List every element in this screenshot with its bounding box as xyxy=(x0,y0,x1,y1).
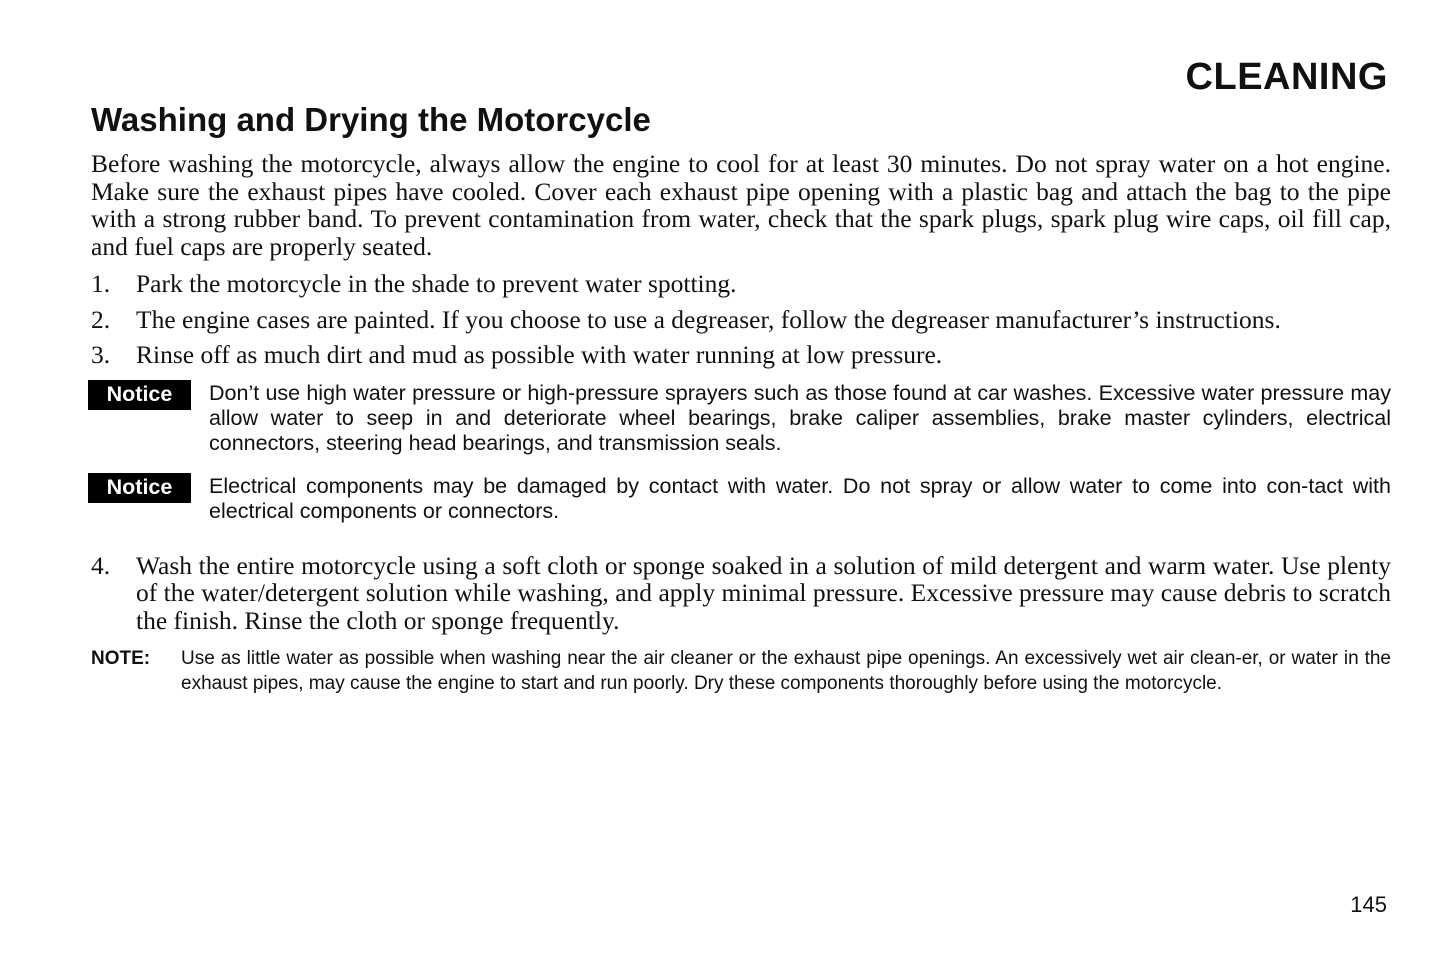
step-text: The engine cases are painted. If you choose to use a degreaser, follow the degreaser manufacturer’s instructions. xyxy=(136,304,1281,334)
page-number: 145 xyxy=(1350,892,1387,917)
notice-text: Electrical components may be damaged by contact with water. Do not spray or allow water to come into con-tact with electrical components or connectors. xyxy=(209,473,1391,523)
notice-pressure xyxy=(88,381,1391,456)
notice-text: Don’t use high water pressure or high-pressure sprayers such as those found at car washes. Excessive water pressure may allow water to seep in and deteriorate wheel bearings, brake caliper assemblies, brake master cylinders, electrical connectors, steering head bearings, and transmission seals. xyxy=(209,380,1391,455)
section-title: CLEANING xyxy=(1185,56,1388,98)
step-2 xyxy=(91,306,1391,334)
step-number: 3. xyxy=(91,340,111,369)
step-4 xyxy=(91,552,1391,635)
page-heading: Washing and Drying the Motorcycle xyxy=(91,101,651,138)
step-number: 1. xyxy=(91,269,111,298)
step-text: Park the motorcycle in the shade to prevent water spotting. xyxy=(136,269,737,298)
step-number: 2. xyxy=(91,304,111,334)
notice-electrical xyxy=(88,474,1391,524)
note-block xyxy=(91,646,1391,696)
notice-badge: Notice xyxy=(88,473,191,503)
note-label: NOTE: xyxy=(91,648,151,669)
step-3 xyxy=(91,341,1391,369)
step-text: Rinse off as much dirt and mud as possible with water running at low pressure. xyxy=(136,340,943,369)
step-1 xyxy=(91,270,1391,298)
intro-paragraph: Before washing the motorcycle, always allow the engine to cool for at least 30 minutes. Do not spray water on a hot engine. Make sure the exhaust pipes have cooled. Cover each exhaust pipe opening with a plastic bag and attach the bag to the pipe with a strong rubber band. To prevent contamination from water, check that the spark plugs, spark plug wire caps, oil fill cap, and fuel caps are properly seated. xyxy=(91,149,1391,261)
step-number: 4. xyxy=(91,550,111,580)
page-content xyxy=(91,100,1391,696)
notice-badge: Notice xyxy=(88,380,191,410)
step-text: Wash the entire motorcycle using a soft cloth or sponge soaked in a solution of mild detergent and warm water. Use plenty of the water/detergent solution while washing, and apply minimal pressure. Excessive pressure may cause debris to scratch the finish. Rinse the cloth or sponge frequently. xyxy=(136,550,1391,635)
note-text: Use as little water as possible when washing near the air cleaner or the exhaust pipe openings. An excessively wet air clean-er, or water in the exhaust pipes, may cause the engine to start and run poorly. Dry these components thoroughly before using the motorcycle. xyxy=(181,648,1391,694)
